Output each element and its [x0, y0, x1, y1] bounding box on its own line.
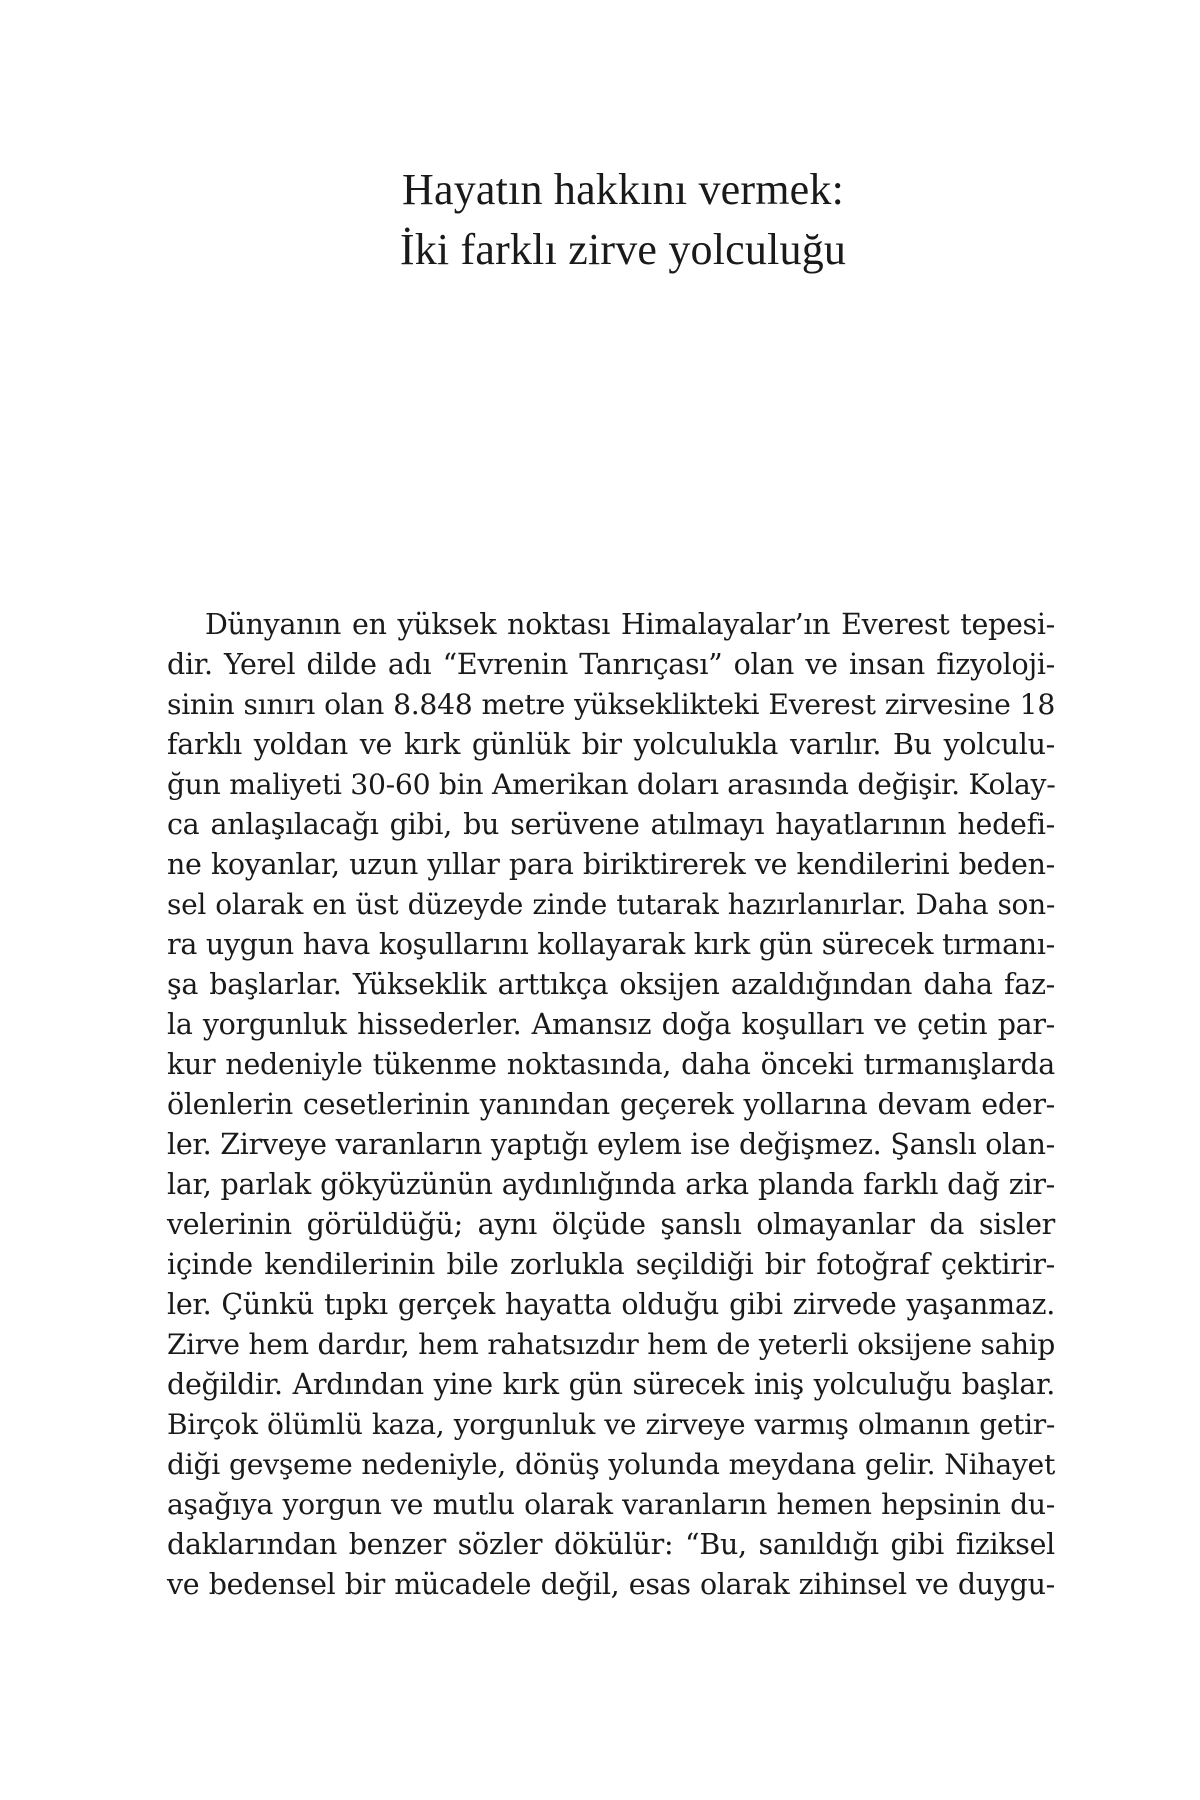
body-line: şa başlarlar. Yükseklik arttıkça oksijen azaldığından daha faz- — [167, 968, 1055, 1001]
body-line: lar, parlak gökyüzünün aydınlığında arka planda farklı dağ zir- — [167, 1168, 1055, 1201]
body-line: Zirve hem dardır, hem rahatsızdır hem de yeterli oksijene sahip — [167, 1328, 1055, 1361]
chapter-title-line-1: Hayatın hakkını vermek: — [401, 165, 845, 214]
body-line: daklarından benzer sözler dökülür: “Bu, sanıldığı gibi fiziksel — [167, 1528, 1055, 1561]
body-line: aşağıya yorgun ve mutlu olarak varanların hemen hepsinin du- — [167, 1488, 1055, 1521]
body-line: ve bedensel bir mücadele değil, esas olarak zihinsel ve duygu- — [167, 1568, 1055, 1601]
chapter-title-line-2: İki farklı zirve yolculuğu — [399, 225, 847, 274]
body-line: Birçok ölümlü kaza, yorgunluk ve zirveye varmış olmanın getir- — [167, 1408, 1055, 1441]
body-line: la yorgunluk hissederler. Amansız doğa koşulları ve çetin par- — [167, 1008, 1055, 1041]
body-line: velerinin görüldüğü; aynı ölçüde şanslı olmayanlar da sisler — [167, 1208, 1055, 1241]
body-line: ler. Çünkü tıpkı gerçek hayatta olduğu gibi zirvede yaşanmaz. — [167, 1288, 1055, 1321]
body-line: değildir. Ardından yine kırk gün sürecek iniş yolculuğu başlar. — [167, 1368, 1055, 1401]
body-line: sel olarak en üst düzeyde zinde tutarak hazırlanırlar. Daha son- — [167, 888, 1055, 921]
body-line: farklı yoldan ve kırk günlük bir yolculukla varılır. Bu yolculu- — [167, 728, 1055, 761]
body-line: diği gevşeme nedeniyle, dönüş yolunda meydana gelir. Nihayet — [167, 1448, 1055, 1481]
body-line: dir. Yerel dilde adı “Evrenin Tanrıçası” olan ve insan fizyoloji- — [167, 648, 1055, 681]
body-line: Dünyanın en yüksek noktası Himalayalar’ın Everest tepesi- — [205, 608, 1055, 641]
body-line: sinin sınırı olan 8.848 metre yükseklikteki Everest zirvesine 18 — [167, 688, 1055, 721]
body-line: ne koyanlar, uzun yıllar para biriktirerek ve kendilerini beden- — [167, 848, 1055, 881]
body-line: ler. Zirveye varanların yaptığı eylem ise değişmez. Şanslı olan- — [167, 1128, 1055, 1161]
body-line: içinde kendilerinin bile zorlukla seçildiği bir fotoğraf çektirir- — [167, 1248, 1055, 1281]
body-line: ca anlaşılacağı gibi, bu serüvene atılmayı hayatlarının hedefi- — [167, 808, 1055, 841]
body-paragraph — [167, 605, 1055, 1605]
chapter-title — [168, 160, 1078, 280]
body-line: ölenlerin cesetlerinin yanından geçerek yollarına devam eder- — [167, 1088, 1055, 1121]
body-line: ra uygun hava koşullarını kollayarak kırk gün sürecek tırmanı- — [167, 928, 1055, 961]
body-line: ğun maliyeti 30-60 bin Amerikan doları arasında değişir. Kolay- — [167, 768, 1056, 801]
body-line: kur nedeniyle tükenme noktasında, daha önceki tırmanışlarda — [167, 1048, 1055, 1081]
